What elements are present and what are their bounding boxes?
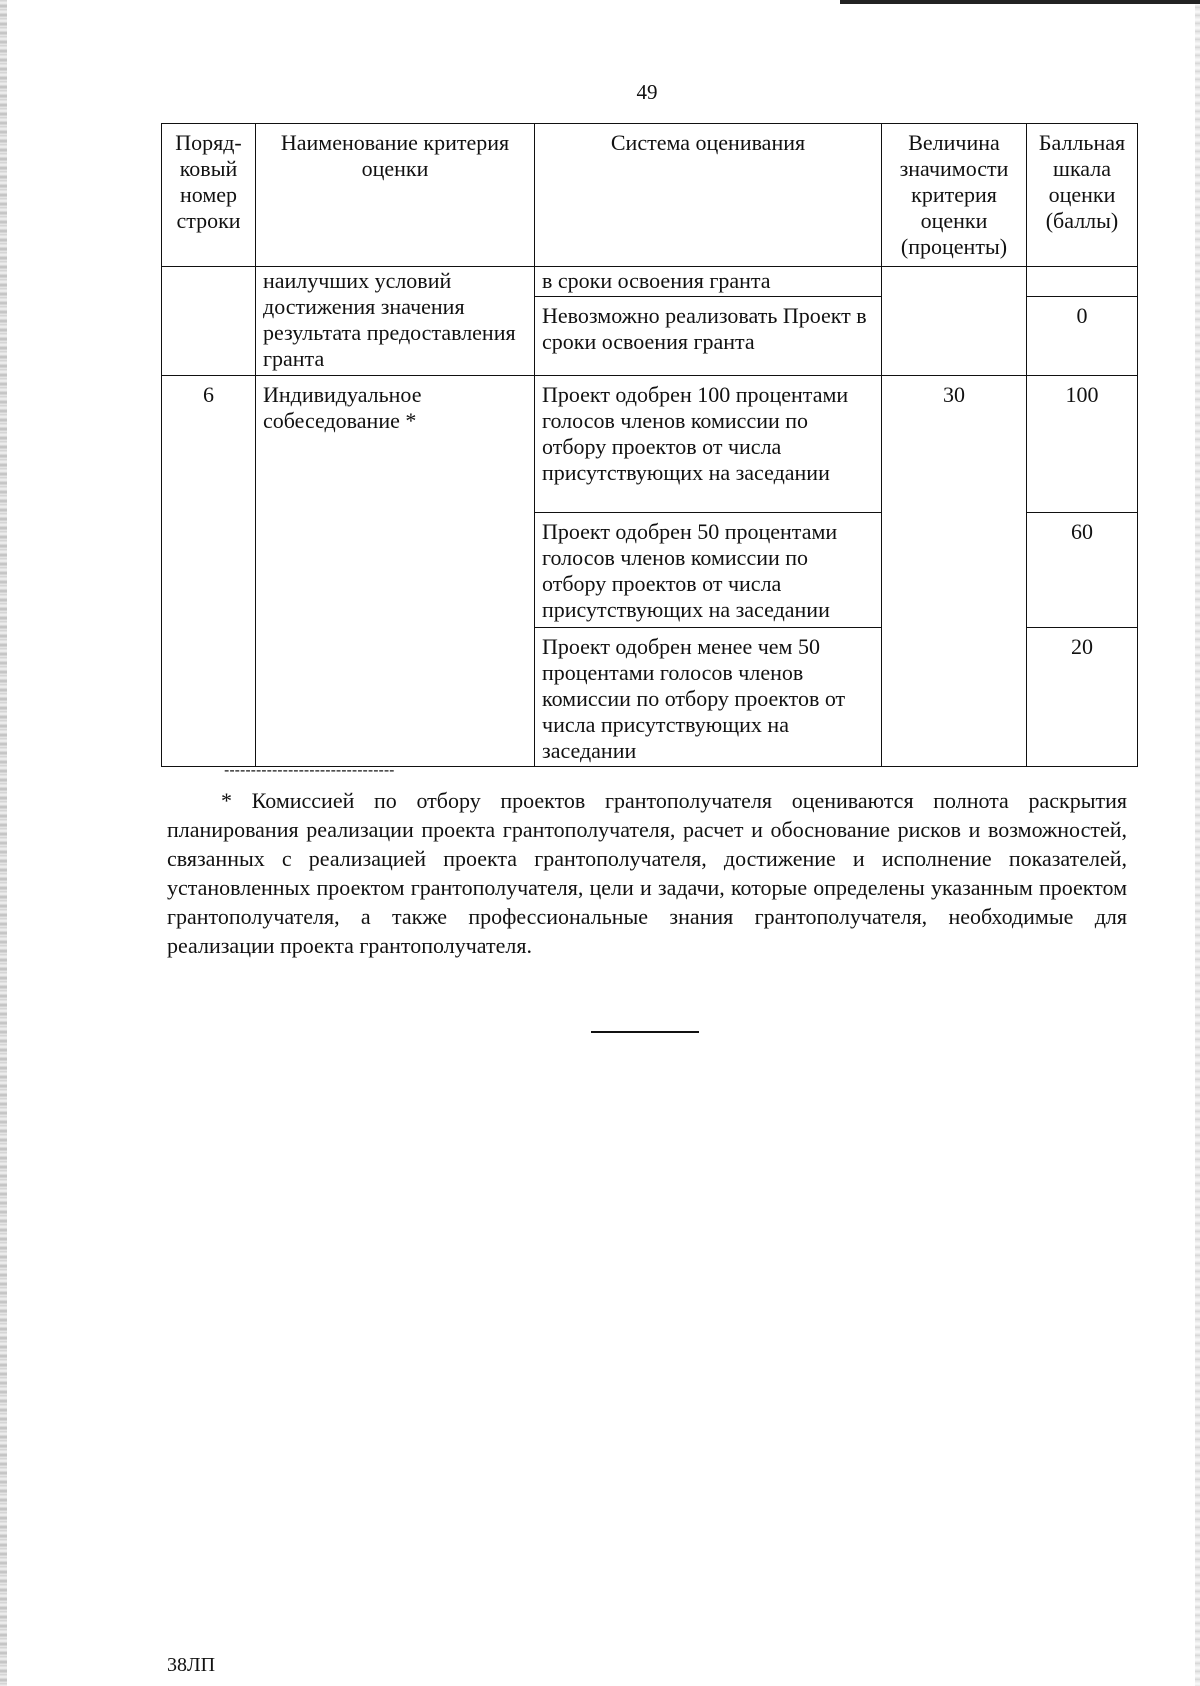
cell-score [1027, 267, 1138, 297]
scan-edge-left [0, 0, 7, 1686]
page-number: 49 [636, 80, 658, 104]
cell-score: 0 [1027, 297, 1138, 376]
cell-evaluation-option: Проект одобрен 50 процентами голосов членов комиссии по отбору проектов от числа присутствующих на заседании [535, 513, 882, 628]
header-score-scale: Балльная шкала оценки (баллы) [1027, 124, 1138, 267]
cell-criterion-name: Индивидуальное собеседование * [256, 376, 535, 767]
header-significance: Величина значимости критерия оценки (проценты) [882, 124, 1027, 267]
criteria-table [161, 123, 1138, 767]
document-code: 38ЛП [167, 1654, 216, 1676]
cell-evaluation-option: Невозможно реализовать Проект в сроки освоения гранта [535, 297, 882, 376]
cell-score: 60 [1027, 513, 1138, 628]
cell-evaluation-option: в сроки освоения гранта [535, 267, 882, 297]
cell-criterion-name: наилучших условий достижения значения результата предоставления гранта [256, 267, 535, 376]
cell-score: 100 [1027, 376, 1138, 513]
cell-evaluation-option: Проект одобрен 100 процентами голосов членов комиссии по отбору проектов от числа присутствующих на заседании [535, 376, 882, 513]
table-header-row [162, 124, 1138, 267]
table-row [162, 376, 1138, 513]
footnote-separator: -------------------------------- [224, 762, 395, 779]
header-evaluation-system: Система оценивания [535, 124, 882, 267]
header-row-number: Поряд-ковый номер строки [162, 124, 256, 267]
footnote-text: * Комиссией по отбору проектов грантополучателя оцениваются полнота раскрытия планирования реализации проекта грантополучателя, расчет и обоснование рисков и возможностей, связанных с реализацией проекта грантополучателя, достижение и исполнение показателей, установленных проектом грантополучателя, цели и задачи, которые определены указанным проектом грантополучателя, а также профессиональные знания грантополучателя, необходимые для реализации проекта грантополучателя. [167, 788, 1127, 958]
end-of-section-rule [591, 1031, 699, 1033]
scan-edge-right [1195, 0, 1200, 1686]
cell-row-number-empty [162, 267, 256, 376]
scan-edge-top [840, 0, 1200, 4]
table-row [162, 267, 1138, 297]
cell-evaluation-option: Проект одобрен менее чем 50 процентами голосов членов комиссии по отбору проектов от числа присутствующих на заседании [535, 628, 882, 767]
cell-row-number: 6 [162, 376, 256, 767]
header-criterion-name: Наименование критерия оценки [256, 124, 535, 267]
cell-score: 20 [1027, 628, 1138, 767]
cell-significance: 30 [882, 376, 1027, 767]
cell-significance-empty [882, 267, 1027, 376]
